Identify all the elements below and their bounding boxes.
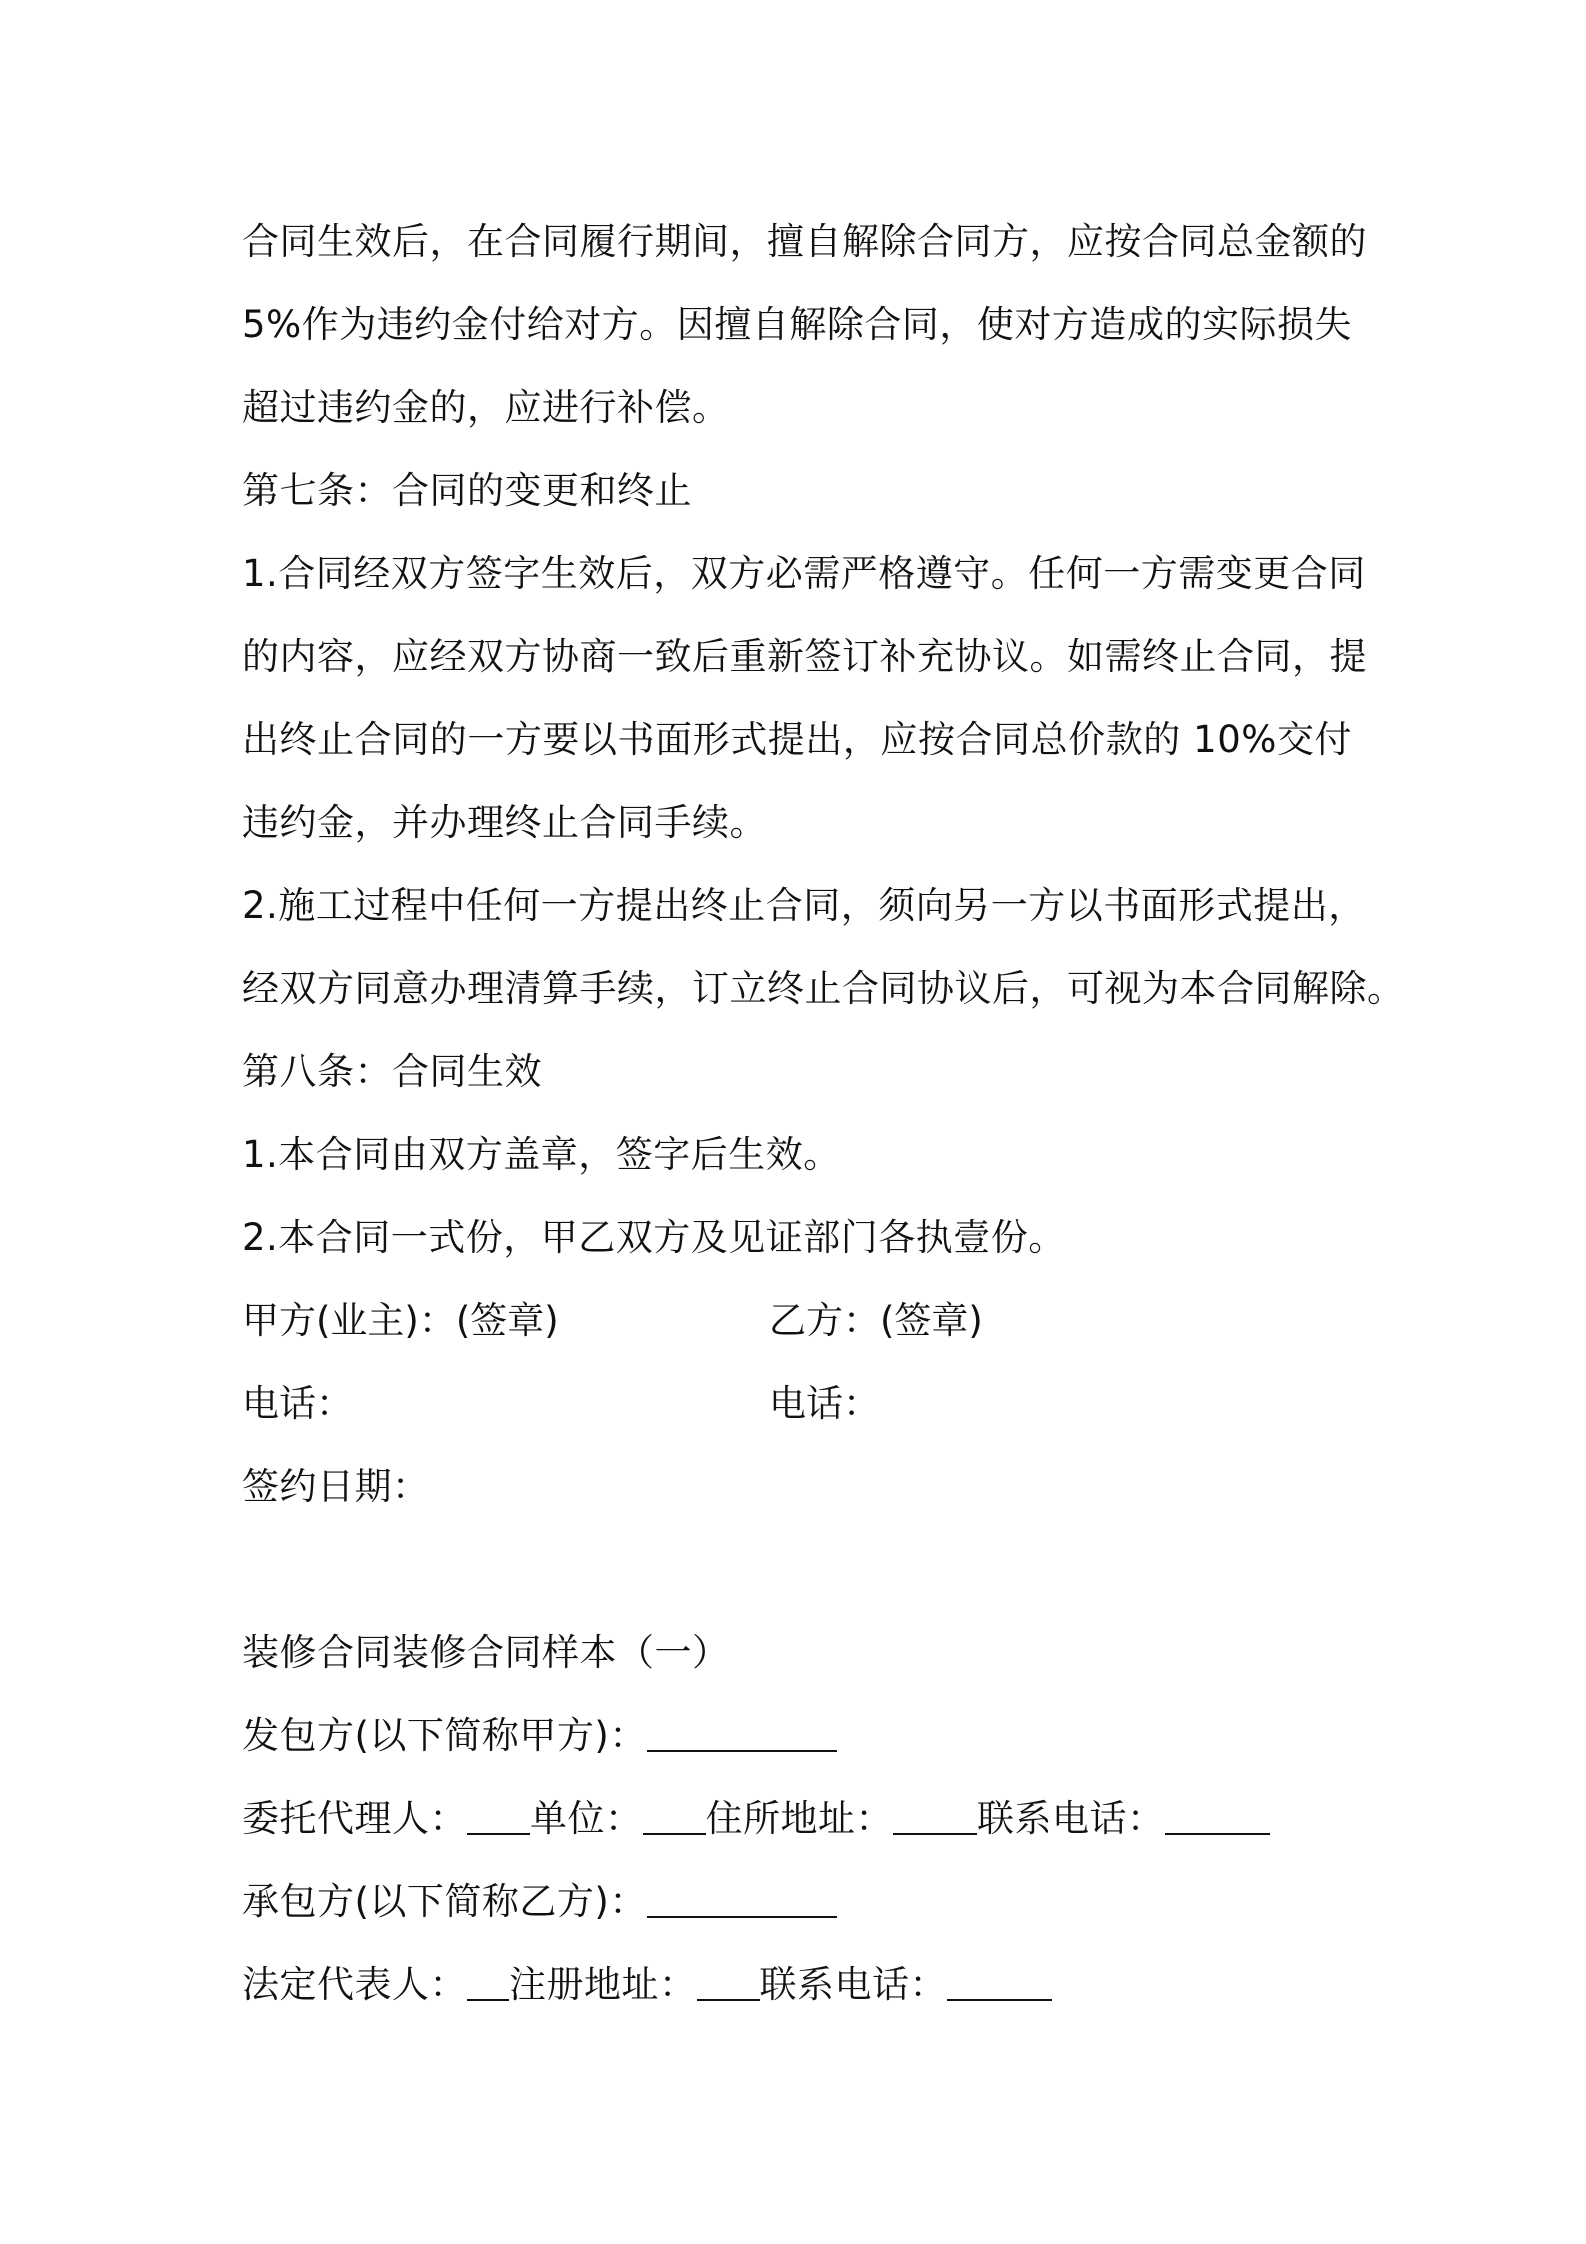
contractor-blank[interactable] [647, 1880, 837, 1918]
contact-phone2-blank[interactable] [947, 1963, 1052, 2001]
article8-item2: 2.本合同一式份，甲乙双方及见证部门各执壹份。 [242, 1216, 1066, 1259]
article7-item1-line-1: 1.合同经双方签字生效后，双方必需严格遵守。任何一方需变更合同 [242, 552, 1366, 595]
reg-address-label: 注册地址： [509, 1963, 697, 2006]
unit-label: 单位： [530, 1797, 643, 1840]
article7-item1-line-3: 出终止合同的一方要以书面形式提出，应按合同总价款的 10%交付 [242, 718, 1352, 761]
contact-phone2-label: 联系电话： [759, 1963, 947, 2006]
penalty-line-3: 超过违约金的，应进行补偿。 [242, 386, 730, 429]
agent-blank[interactable] [467, 1797, 530, 1835]
party-b-signature: 乙方：(签章) [769, 1299, 983, 1342]
address-blank[interactable] [893, 1797, 977, 1835]
party-b-phone: 电话： [769, 1382, 880, 1425]
reg-address-blank[interactable] [697, 1963, 760, 2001]
unit-blank[interactable] [643, 1797, 706, 1835]
legal-rep-label: 法定代表人： [242, 1963, 467, 2006]
penalty-line-2: 5%作为违约金付给对方。因擅自解除合同，使对方造成的实际损失 [242, 303, 1352, 346]
contractor-line [242, 1860, 1352, 1943]
party-a-signature: 甲方(业主)：(签章) [242, 1299, 559, 1342]
employer-label: 发包方(以下简称甲方)： [242, 1714, 647, 1757]
signing-date: 签约日期： [242, 1465, 430, 1508]
agent-line [242, 1777, 1352, 1860]
phone-row [242, 1362, 1352, 1445]
article7-item1-line-2: 的内容，应经双方协商一致后重新签订补充协议。如需终止合同，提 [242, 635, 1367, 678]
section-gap [242, 1528, 1352, 1611]
employer-blank[interactable] [647, 1714, 837, 1752]
party-a-phone: 电话： [242, 1382, 353, 1425]
article7-item2-line-2: 经双方同意办理清算手续，订立终止合同协议后，可视为本合同解除。 [242, 967, 1405, 1010]
legal-rep-blank[interactable] [467, 1963, 509, 2001]
document-body [242, 200, 1405, 2026]
article7-item2-line-1: 2.施工过程中任何一方提出终止合同，须向另一方以书面形式提出， [242, 884, 1366, 927]
article8-item1: 1.本合同由双方盖章，签字后生效。 [242, 1133, 841, 1176]
employer-line [242, 1694, 1352, 1777]
contact-phone-blank[interactable] [1165, 1797, 1270, 1835]
sample-title: 装修合同装修合同样本（一） [242, 1631, 730, 1674]
agent-label: 委托代理人： [242, 1797, 467, 1840]
address-label: 住所地址： [705, 1797, 893, 1840]
legal-rep-line [242, 1943, 1352, 2026]
signature-row [242, 1279, 1352, 1362]
article8-heading: 第八条：合同生效 [242, 1050, 542, 1093]
contractor-label: 承包方(以下简称乙方)： [242, 1880, 647, 1923]
penalty-line-1: 合同生效后，在合同履行期间，擅自解除合同方，应按合同总金额的 [242, 220, 1367, 263]
article7-item1-line-4: 违约金，并办理终止合同手续。 [242, 801, 767, 844]
contact-phone-label: 联系电话： [977, 1797, 1165, 1840]
article7-heading: 第七条：合同的变更和终止 [242, 469, 692, 512]
